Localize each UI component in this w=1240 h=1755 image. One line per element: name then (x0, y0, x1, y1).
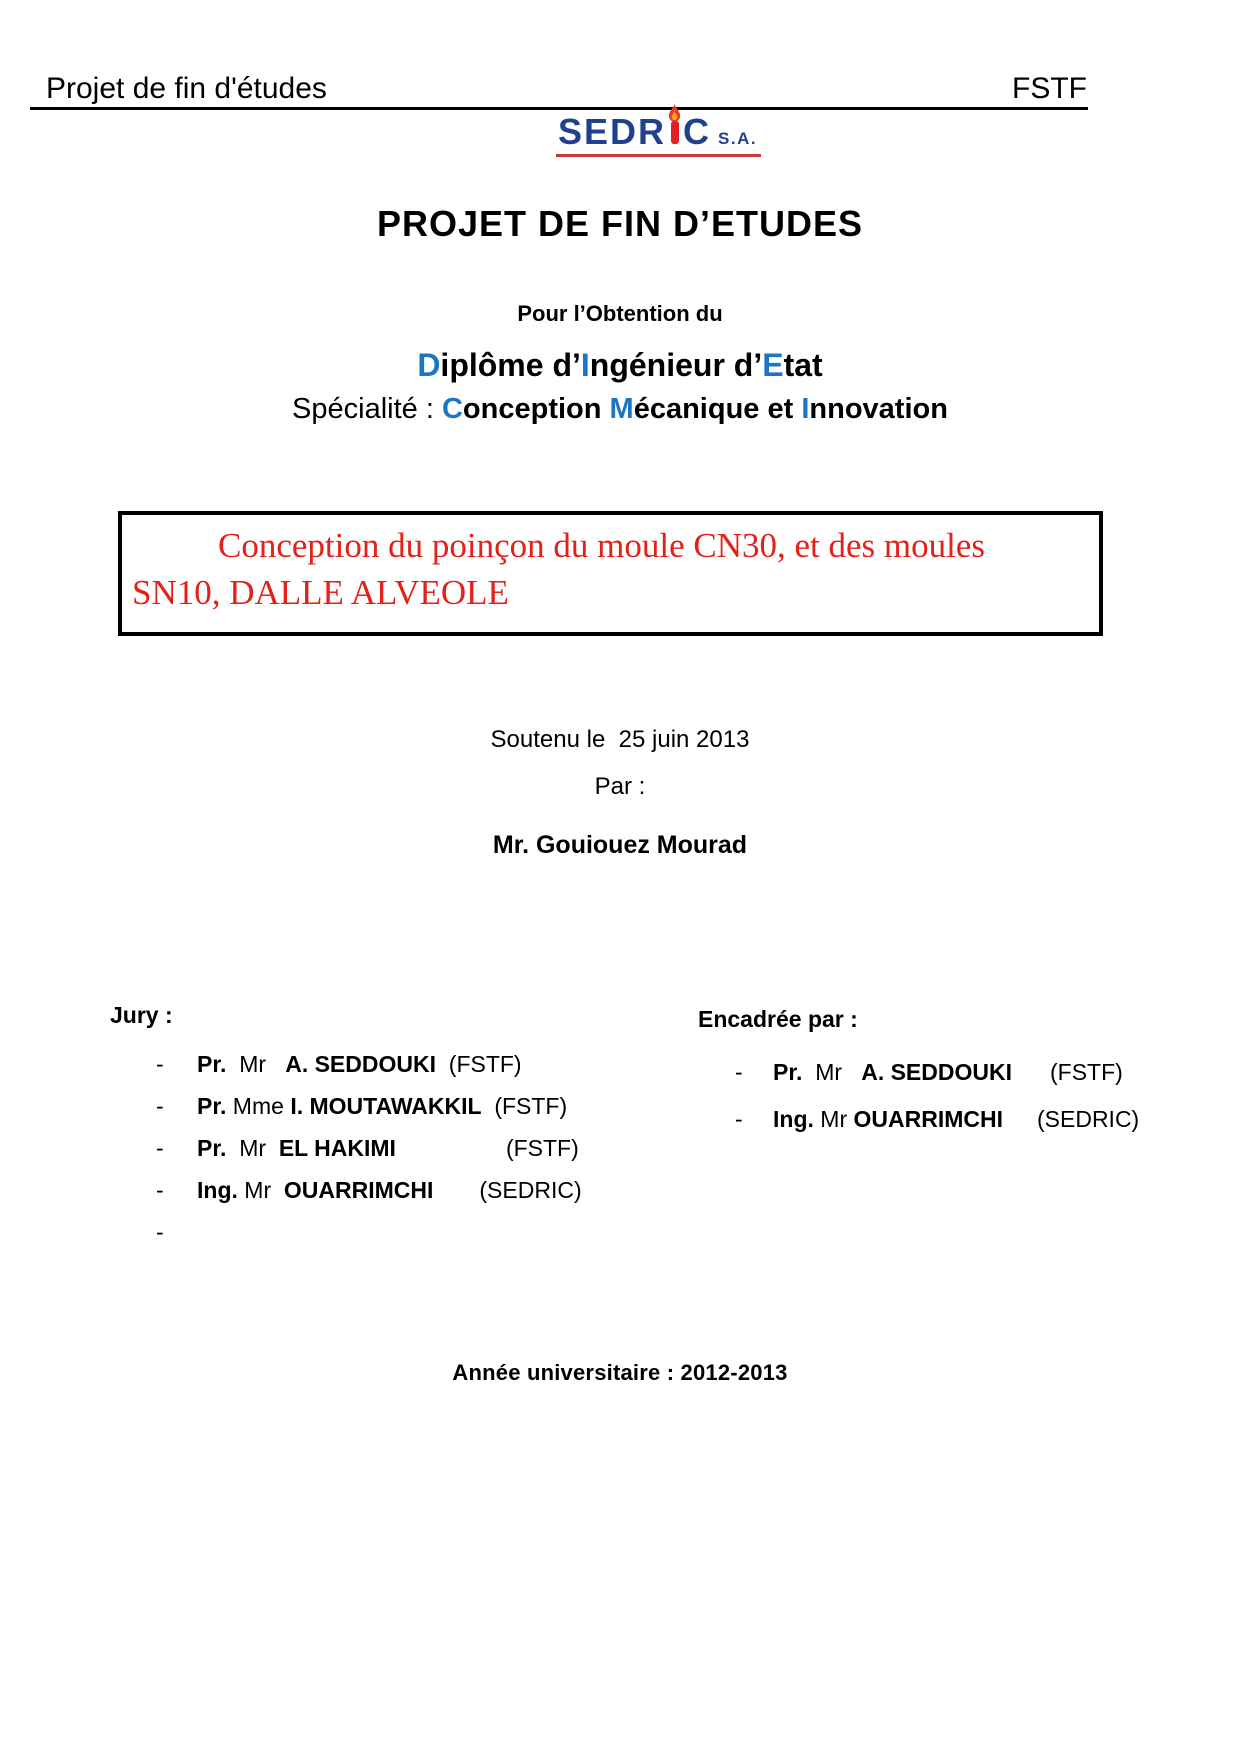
logo-text-pre: SEDR (558, 111, 667, 152)
supervisors-section (698, 1006, 1139, 1153)
diploma-line: Diplôme d’Ingénieur d’Etat (417, 347, 823, 383)
bullet-dash: - (735, 1059, 743, 1085)
supervisor-item-text: Pr. Mr A. SEDDOUKI (FSTF) (773, 1059, 1123, 1085)
logo-i-bar (671, 121, 679, 144)
jury-item-text: Pr. Mr A. SEDDOUKI (FSTF) (197, 1051, 522, 1077)
subject-line-1: Conception du poinçon du moule CN30, et des moules (218, 526, 985, 565)
bullet-dash: - (156, 1219, 164, 1245)
logo-row (558, 111, 758, 152)
supervisors-heading: Encadrée par : (698, 1006, 858, 1032)
bullet-dash: - (156, 1135, 164, 1161)
academic-year: Année universitaire : 2012-2013 (452, 1360, 788, 1385)
jury-item (110, 1219, 582, 1246)
subject-line-2: SN10, DALLE ALVEOLE (132, 573, 509, 612)
logo-suffix: S.A. (718, 129, 758, 148)
jury-section (110, 1002, 582, 1261)
subject-box (118, 511, 1103, 636)
bullet-dash: - (735, 1106, 743, 1132)
defense-date-line: Soutenu le 25 juin 2013 (490, 726, 750, 753)
header-right-title: FSTF (1012, 72, 1087, 105)
jury-heading: Jury : (110, 1002, 173, 1028)
logo-text-post: C (683, 111, 712, 152)
jury-item (110, 1177, 582, 1204)
jury-item-text: Pr. Mme I. MOUTAWAKKIL (FSTF) (197, 1093, 568, 1119)
obtention-line: Pour l’Obtention du (517, 301, 723, 326)
document-title: PROJET DE FIN D’ETUDES (376, 203, 864, 244)
supervisor-item (698, 1106, 1139, 1133)
par-label: Par : (594, 773, 646, 800)
bullet-dash: - (156, 1093, 164, 1119)
header-rule (30, 107, 1088, 110)
sedric-logo (556, 111, 761, 157)
jury-item-text: Ing. Mr OUARRIMCHI (SEDRIC) (197, 1177, 582, 1203)
bullet-dash: - (156, 1177, 164, 1203)
flame-icon (668, 118, 681, 144)
jury-item-text: Pr. Mr EL HAKIMI (FSTF) (197, 1135, 579, 1161)
supervisor-item (698, 1059, 1139, 1086)
bullet-dash: - (156, 1051, 164, 1077)
speciality-line: Spécialité : Conception Mécanique et Innovation (292, 393, 948, 425)
jury-item (110, 1093, 582, 1120)
author-name: Mr. Gouiouez Mourad (492, 831, 748, 859)
header-left-title: Projet de fin d'études (46, 72, 327, 105)
supervisor-item-text: Ing. Mr OUARRIMCHI (SEDRIC) (773, 1106, 1140, 1132)
jury-item (110, 1051, 582, 1078)
jury-item (110, 1135, 582, 1162)
